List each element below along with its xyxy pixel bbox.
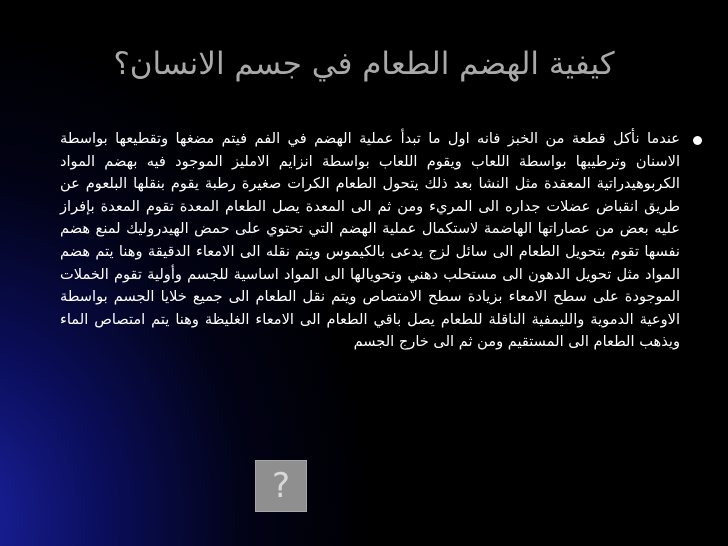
slide-content xyxy=(60,128,680,354)
bullet-dot-icon xyxy=(693,136,702,145)
body-paragraph: عندما نأكل قطعة من الخبز فانه اول ما تبدأ عملية الهضم في الفم فيتم مضغها وتقطيعها بواسطة الاسنان وترطيبها بواسطة اللعاب ويقوم اللعاب بواسطة انزايم الامليز الموجود فيه بهضم المواد الكربوهيدراتية المعقدة مثل النشا بعد ذلك يتحول الطعام الكرات صغيرة رطبة يقوم بنقلها البلعوم عن طريق انقباض عضلات جداره الى المريء ومن ثم الى المعدة يصل الطعام المعدة تقوم المعدة بإفراز عليه بعض من عصاراتها الهاضمة لاستكمال عملية الهضم التي تحتوي على حمض الهيدروليك لمنع هضم نفسها تقوم بتحويل الطعام الى سائل لزج يدعى بالكيموس ويتم نقله الى الامعاء الدقيقة وهنا يتم هضم المواد مثل تحويل الدهون الى مستحلب دهني وتحويالها الى المواد اساسية للجسم وأولية تقوم الخملات الموجودة على سطح الامعاء بزيادة سطح الامتصاص ويتم نقل الطعام الى جميع خلايا الجسم بواسطة الاوعية الدموية والليمفية الناقلة للطعام يصل باقي الطعام الى الامعاء الغليظة وهنا يتم امتصاص الماء ويذهب الطعام الى المستقيم ومن ثم الى خارج الجسم xyxy=(60,130,680,351)
slide-title: كيفية الهضم الطعام في جسم الانسان؟ xyxy=(113,46,615,82)
question-mark-icon: ? xyxy=(271,466,291,506)
help-button[interactable] xyxy=(255,460,307,512)
